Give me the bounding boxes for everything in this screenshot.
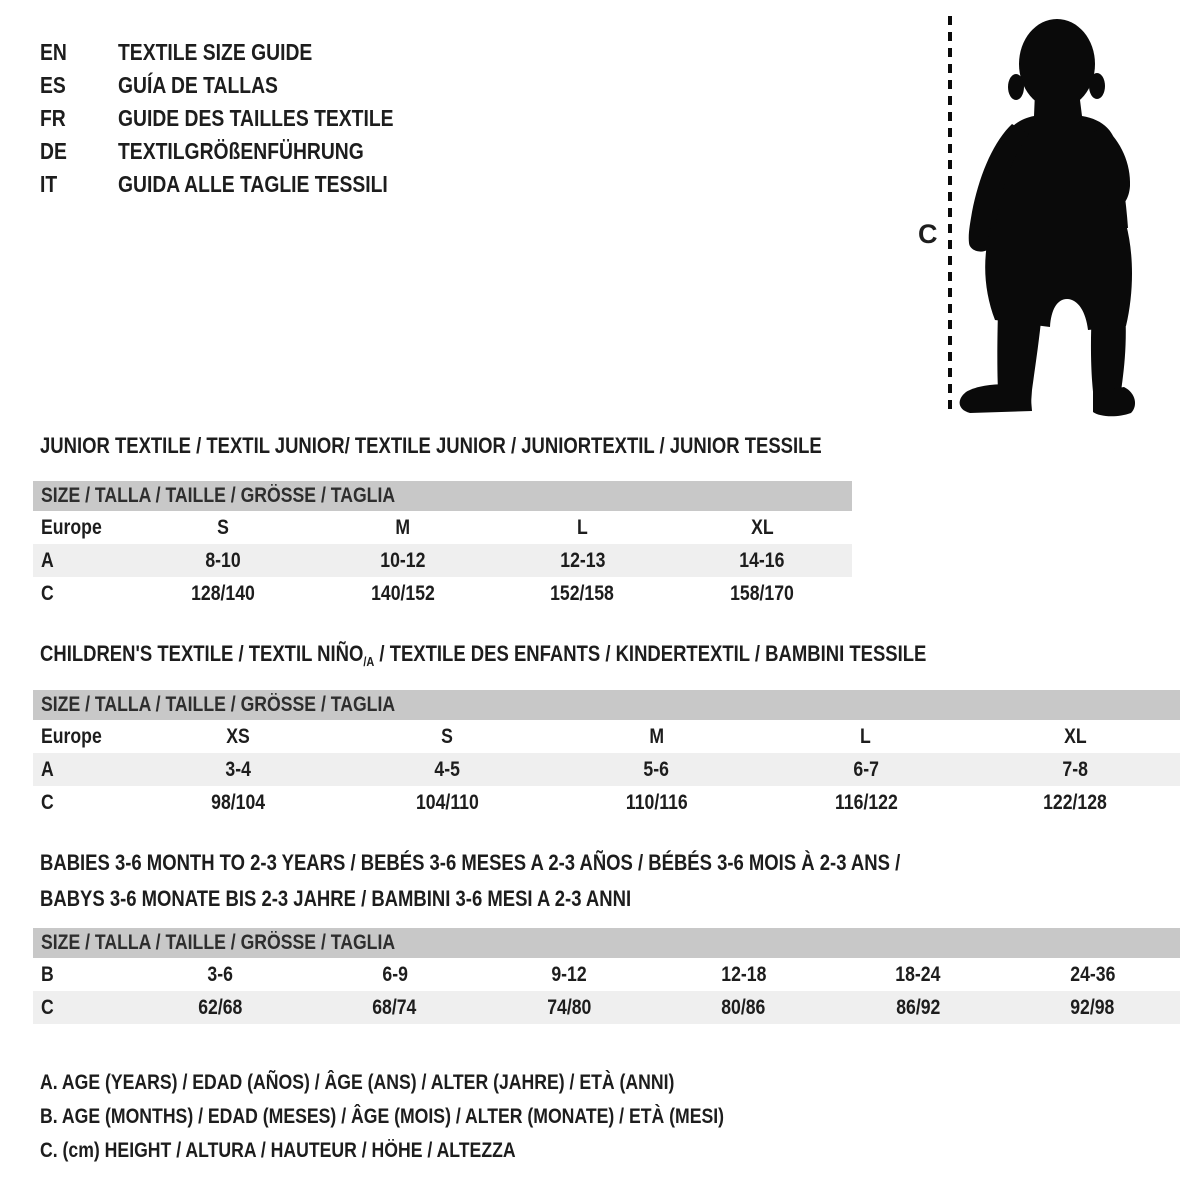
language-code: EN <box>40 39 67 65</box>
cell: 110/116 <box>625 790 688 814</box>
baby-silhouette <box>960 19 1135 416</box>
cell: 104/110 <box>415 790 479 814</box>
children-size-table <box>33 690 1180 819</box>
cell: L <box>860 724 872 748</box>
children-size-header-bar: SIZE / TALLA / TAILLE / GRÖSSE / TAGLIA <box>33 690 1180 720</box>
guide-title-es: GUÍA DE TALLAS <box>118 72 278 98</box>
cell: 7-8 <box>1062 757 1089 781</box>
cell: 14-16 <box>739 548 785 572</box>
junior-size-table <box>33 481 852 610</box>
cell: 8-10 <box>205 548 241 572</box>
cell: XL <box>1064 724 1087 748</box>
cell: 116/122 <box>834 790 898 814</box>
cell: 86/92 <box>896 995 941 1019</box>
language-code: IT <box>40 171 58 197</box>
legend-line-b: B. AGE (MONTHS) / EDAD (MESES) / ÂGE (MOIS) / ALTER (MONATE) / ETÀ (MESI) <box>40 1105 725 1128</box>
table-row <box>33 753 1180 786</box>
row-label: C <box>41 581 54 605</box>
table-row <box>33 720 1180 753</box>
cell: S <box>216 515 229 539</box>
language-title-block <box>40 36 446 201</box>
language-row-it <box>40 168 446 201</box>
cell: 4-5 <box>434 757 460 781</box>
cell: 158/170 <box>730 581 795 605</box>
table-row <box>33 544 852 577</box>
table-row <box>33 511 852 544</box>
junior-size-header-bar: SIZE / TALLA / TAILLE / GRÖSSE / TAGLIA <box>33 481 852 511</box>
junior-section-title: JUNIOR TEXTILE / TEXTIL JUNIOR/ TEXTILE JUNIOR / JUNIORTEXTIL / JUNIOR TESSILE <box>40 433 822 458</box>
babies-size-table <box>33 928 1180 1024</box>
cell: 80/86 <box>721 995 766 1019</box>
row-label: A <box>41 757 54 781</box>
row-label: A <box>41 548 54 572</box>
guide-title-fr: GUIDE DES TAILLES TEXTILE <box>118 105 394 131</box>
babies-title-line1: BABIES 3-6 MONTH TO 2-3 YEARS / BEBÉS 3-6 MESES A 2-3 AÑOS / BÉBÉS 3-6 MOIS À 2-3 ANS / <box>40 850 901 875</box>
cell: 6-7 <box>853 757 879 781</box>
guide-title-de: TEXTILGRÖßENFÜHRUNG <box>118 138 364 164</box>
cell: 24-36 <box>1070 962 1116 986</box>
language-code: DE <box>40 138 67 164</box>
cell: 68/74 <box>372 995 417 1019</box>
cell: 122/128 <box>1043 790 1108 814</box>
row-label: B <box>41 962 54 986</box>
cell: 140/152 <box>370 581 435 605</box>
cell: 128/140 <box>190 581 255 605</box>
cell: 62/68 <box>198 995 243 1019</box>
babies-title-line2: BABYS 3-6 MONATE BIS 2-3 JAHRE / BAMBINI 3-6 MESI A 2-3 ANNI <box>40 886 632 911</box>
table-row <box>33 958 1180 991</box>
cell: 18-24 <box>895 962 941 986</box>
cell: M <box>395 515 410 539</box>
cell: L <box>576 515 588 539</box>
language-row-fr <box>40 102 446 135</box>
babies-section-title <box>40 845 1064 917</box>
legend-line-a: A. AGE (YEARS) / EDAD (AÑOS) / ÂGE (ANS) / ALTER (JAHRE) / ETÀ (ANNI) <box>40 1071 675 1094</box>
language-code: ES <box>40 72 66 98</box>
cell: 10-12 <box>380 548 426 572</box>
row-label: Europe <box>41 515 102 539</box>
cell: 6-9 <box>381 962 408 986</box>
legend-line-c: C. (cm) HEIGHT / ALTURA / HAUTEUR / HÖHE / ALTEZZA <box>40 1139 516 1162</box>
cell: 3-4 <box>224 757 251 781</box>
baby-silhouette-graphic <box>880 0 1200 440</box>
table-row <box>33 786 1180 819</box>
cell: S <box>441 724 453 748</box>
cell: 152/158 <box>550 581 615 605</box>
cell: 12-18 <box>721 962 767 986</box>
guide-title-it: GUIDA ALLE TAGLIE TESSILI <box>118 171 388 197</box>
cell: 9-12 <box>551 962 587 986</box>
height-measure-figure <box>880 0 1200 440</box>
cell: XL <box>750 515 774 539</box>
nino-a-subscript: /A <box>363 654 375 669</box>
cell: 5-6 <box>643 757 670 781</box>
row-label: C <box>41 790 54 814</box>
language-row-en <box>40 36 446 69</box>
guide-title-en: TEXTILE SIZE GUIDE <box>118 39 313 65</box>
measurement-legend <box>40 1066 854 1168</box>
babies-size-header-bar: SIZE / TALLA / TAILLE / GRÖSSE / TAGLIA <box>33 928 1180 958</box>
table-row <box>33 577 852 610</box>
children-section-title: CHILDREN'S TEXTILE / TEXTIL $NIÑO_{/A}$ / TEXTILE DES ENFANTS / KINDERTEXTIL / BAMBINI TESSILE <box>40 641 927 669</box>
language-row-de <box>40 135 446 168</box>
cell: 74/80 <box>547 995 592 1019</box>
cell: M <box>649 724 664 748</box>
cell: 98/104 <box>210 790 265 814</box>
table-row <box>33 991 1180 1024</box>
row-label: Europe <box>41 724 102 748</box>
row-label: C <box>41 995 54 1019</box>
language-code: FR <box>40 105 66 131</box>
cell: 12-13 <box>559 548 605 572</box>
cell: XS <box>225 724 250 748</box>
language-row-es <box>40 69 446 102</box>
cell: 3-6 <box>207 962 233 986</box>
measure-letter-c: C <box>918 219 938 249</box>
cell: 92/98 <box>1070 995 1115 1019</box>
